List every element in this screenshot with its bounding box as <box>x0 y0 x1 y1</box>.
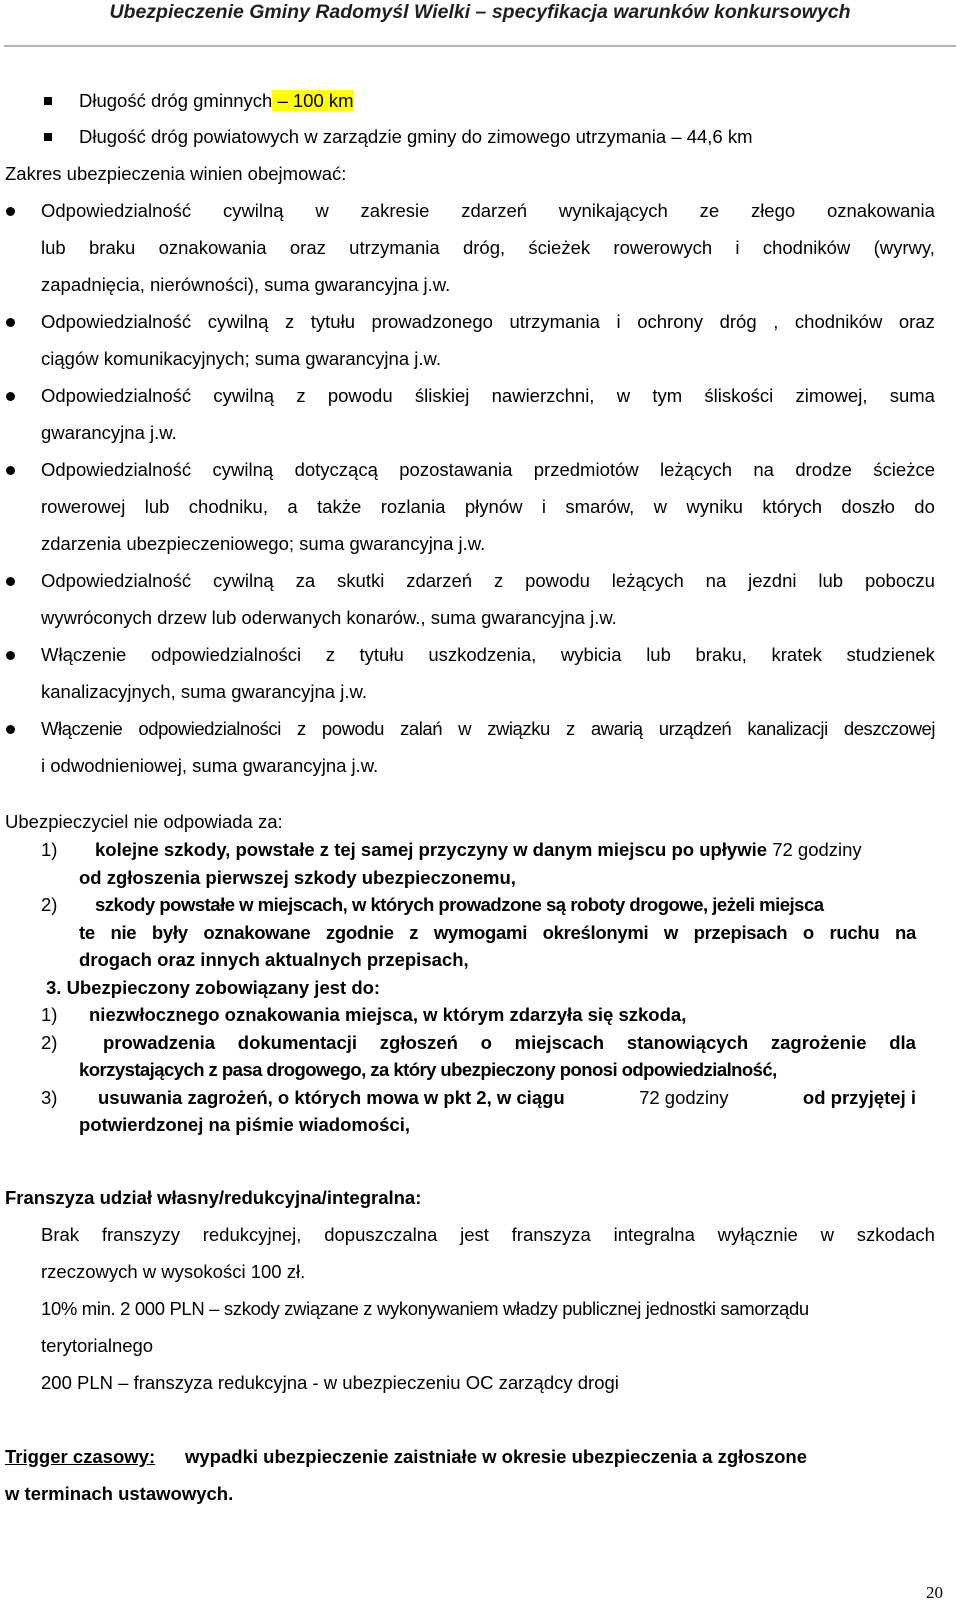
scope-item-1-line-3: zapadnięcia, nierówności), suma gwarancyjna j.w. <box>41 274 451 295</box>
scope-item-5-line-2: wywróconych drzew lub oderwanych konarów., suma gwarancyjna j.w. <box>41 607 617 628</box>
franchise-p3: 200 PLN – franszyza redukcyjna - w ubezpieczeniu OC zarządcy drogi <box>41 1372 619 1393</box>
scope-item-1-line-2: lub braku oznakowania oraz utrzymania dróg, ścieżek rowerowych i chodników (wyrwy, <box>41 237 935 258</box>
exclusion-2-line-2: te nie były oznakowane zgodnie z wymogami określonymi w przepisach o ruchu na <box>79 922 916 943</box>
obligation-3-line-1: usuwania zagrożeń, o których mowa w pkt 2, w ciągu 72 godziny od przyjętej i <box>98 1087 916 1108</box>
bullet-icon <box>6 466 15 475</box>
trigger-text: wypadki ubezpieczenie zaistniałe w okresie ubezpieczenia a zgłoszone <box>185 1446 808 1467</box>
scope-item-6-line-1: Włączenie odpowiedzialności z tytułu uszkodzenia, wybicia lub braku, kratek studzienek <box>41 644 935 665</box>
scope-item-2-line-2: ciągów komunikacyjnych; suma gwarancyjna j.w. <box>41 348 441 369</box>
page-number: 20 <box>926 1583 943 1602</box>
road-gmina-line <box>79 89 354 113</box>
bullet-icon <box>6 725 15 734</box>
scope-item-3-line-1: Odpowiedzialność cywilną z powodu śliskiej nawierzchni, w tym śliskości zimowej, suma <box>41 385 935 406</box>
road-powiat-line: Długość dróg powiatowych w zarządzie gminy do zimowego utrzymania – 44,6 km <box>79 126 753 147</box>
trigger-label: Trigger czasowy: <box>5 1446 156 1467</box>
bullet-icon <box>6 577 15 586</box>
bullet-icon <box>6 651 15 660</box>
scope-item-4-line-1: Odpowiedzialność cywilną dotyczącą pozostawania przedmiotów leżących na drodze ścieżce <box>41 459 935 480</box>
exclusions-heading: Ubezpieczyciel nie odpowiada za: <box>5 811 283 832</box>
exclusion-2-number: 2) <box>41 894 58 915</box>
header-title: Ubezpieczenie Gminy Radomyśl Wielki – specyfikacja warunków konkursowych <box>109 1 851 23</box>
road-gmina-value: – 100 km <box>272 90 353 111</box>
bullet-icon <box>6 392 15 401</box>
franchise-p2-line-2: terytorialnego <box>41 1335 154 1356</box>
exclusion-1-number: 1) <box>41 839 58 860</box>
square-bullet-icon <box>44 97 52 105</box>
scope-item-4-line-2: rowerowej lub chodniku, a także rozlania płynów i smarów, w wyniku których doszło do <box>41 496 935 517</box>
scope-item-7-line-2: i odwodnieniowej, suma gwarancyjna j.w. <box>41 755 379 776</box>
scope-item-7-line-1: Włączenie odpowiedzialności z powodu zalań w związku z awarią urządzeń kanalizacji deszczowej <box>41 718 935 739</box>
franchise-p2-line-1: 10% min. 2 000 PLN – szkody związane z wykonywaniem władzy publicznej jednostki samorządu <box>41 1298 809 1319</box>
bullet-icon <box>6 318 15 327</box>
scope-item-5-line-1: Odpowiedzialność cywilną za skutki zdarzeń z powodu leżących na jezdni lub poboczu <box>41 570 935 591</box>
obligation-3-line-2: potwierdzonej na piśmie wiadomości, <box>79 1114 411 1135</box>
obligation-3-number: 3) <box>41 1087 58 1108</box>
scope-item-6-line-2: kanalizacyjnych, suma gwarancyjna j.w. <box>41 681 367 702</box>
trigger-line-1 <box>5 1445 935 1469</box>
exclusion-2-line-3: drogach oraz innych aktualnych przepisach, <box>79 949 469 970</box>
franchise-p1-line-1: Brak franszyzy redukcyjnej, dopuszczalna jest franszyza integralna wyłącznie w szkodach <box>41 1224 935 1245</box>
road-gmina-label: Długość dróg gminnych <box>79 90 273 111</box>
square-bullet-icon <box>44 133 52 141</box>
obligations-heading: 3. Ubezpieczony zobowiązany jest do: <box>46 977 381 998</box>
obligation-1-text: niezwłocznego oznakowania miejsca, w którym zdarzyła się szkoda, <box>89 1004 687 1025</box>
obligation-2-line-2: korzystających z pasa drogowego, za który ubezpieczony ponosi odpowiedzialność, <box>79 1059 777 1080</box>
bullet-icon <box>6 207 15 216</box>
exclusion-2-line-1: szkody powstałe w miejscach, w których prowadzone są roboty drogowe, jeżeli miejsca <box>95 894 824 915</box>
page-header <box>0 0 960 50</box>
franchise-p1-line-2: rzeczowych w wysokości 100 zł. <box>41 1261 306 1282</box>
trigger-line-2: w terminach ustawowych. <box>5 1483 234 1504</box>
scope-item-2-line-1: Odpowiedzialność cywilną z tytułu prowadzonego utrzymania i ochrony dróg , chodników oraz <box>41 311 935 332</box>
obligation-2-number: 2) <box>41 1032 58 1053</box>
header-rule <box>4 45 956 47</box>
exclusion-1-line-1: kolejne szkody, powstałe z tej samej przyczyny w danym miejscu po upływie 72 godziny <box>95 839 862 860</box>
scope-heading: Zakres ubezpieczenia winien obejmować: <box>5 163 347 184</box>
obligation-1-number: 1) <box>41 1004 58 1025</box>
obligation-2-line-1: prowadzenia dokumentacji zgłoszeń o miejscach stanowiących zagrożenie dla <box>103 1032 916 1053</box>
scope-item-3-line-2: gwarancyjna j.w. <box>41 422 177 443</box>
scope-item-1-line-1: Odpowiedzialność cywilną w zakresie zdarzeń wynikających ze złego oznakowania <box>41 200 935 221</box>
franchise-heading: Franszyza udział własny/redukcyjna/integralna: <box>5 1187 422 1208</box>
exclusion-1-line-2: od zgłoszenia pierwszej szkody ubezpieczonemu, <box>79 867 516 888</box>
scope-item-4-line-3: zdarzenia ubezpieczeniowego; suma gwarancyjna j.w. <box>41 533 486 554</box>
